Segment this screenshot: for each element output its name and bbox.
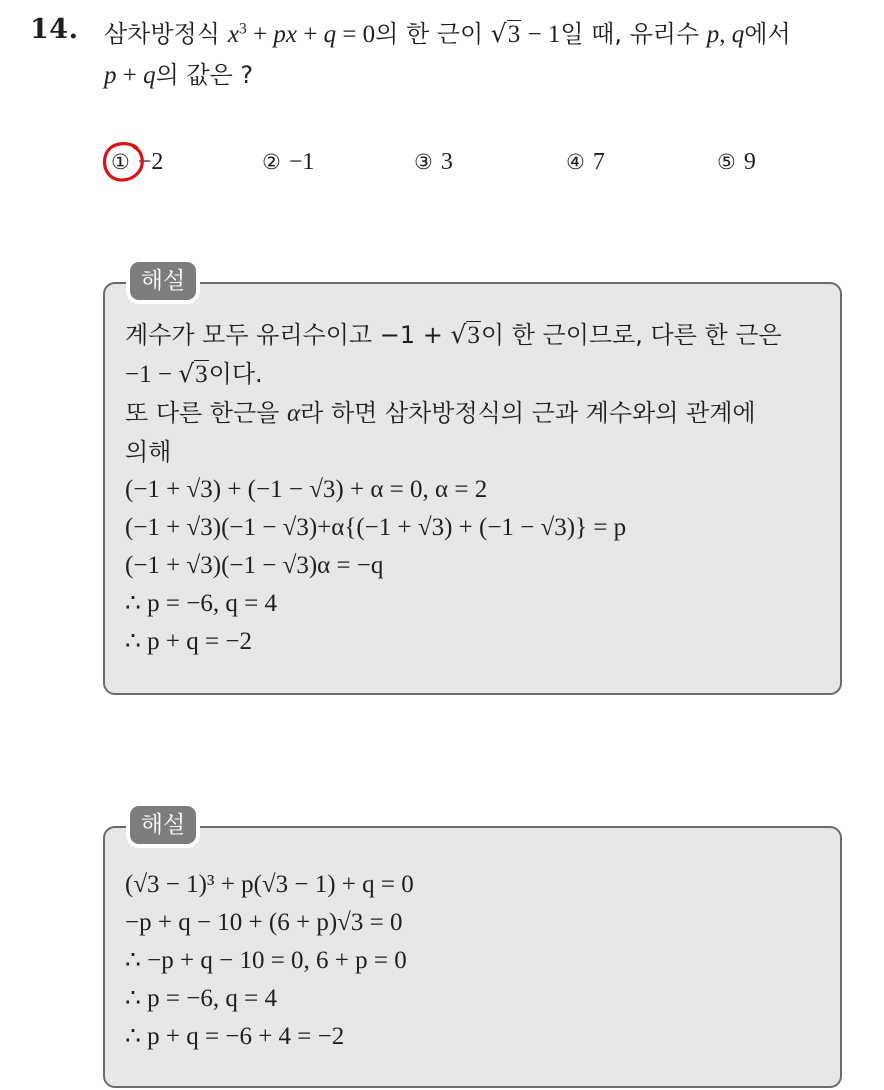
solution-box-2 [103, 826, 842, 1088]
solution-1-math-3: (−1 + √3)(−1 − √3)α = −q [125, 552, 384, 579]
sqrt-3: √3 [490, 19, 521, 48]
solution-2-body [125, 866, 825, 1056]
choice-3[interactable]: ③ 3 [414, 149, 453, 175]
solution-2-tag: 해설 [130, 806, 196, 844]
solution-1-line-1: 계수가 모두 유리수이고 −1 + √3이 한 근이므로, 다른 한 근은 [125, 320, 782, 349]
solution-box-1 [103, 282, 842, 695]
solution-1-math-4: ∴ p = −6, q = 4 [125, 590, 277, 617]
solution-1-math-5: ∴ p + q = −2 [125, 628, 252, 655]
choice-5[interactable]: ⑤ 9 [717, 149, 756, 175]
solution-2-math-3: ∴ −p + q − 10 = 0, 6 + p = 0 [125, 947, 407, 974]
equation: $x^3$ + px + q = 0 [227, 20, 376, 48]
solution-2-math-1: (√3 − 1)³ + p(√3 − 1) + q = 0 [125, 871, 414, 898]
question-line-1: 삼차방정식 $x^3$ + px + q = 0의 한 근이 √3 − 1일 때, 유리수 p, q에서 [104, 19, 791, 48]
solution-2-math-4: ∴ p = −6, q = 4 [125, 985, 277, 1012]
question-text [104, 14, 874, 96]
solution-1-line-2: −1 − √3이다. [125, 359, 263, 388]
choice-2[interactable]: ② −1 [262, 149, 315, 175]
solution-1-tag: 해설 [130, 262, 196, 300]
solution-2-math-5: ∴ p + q = −6 + 4 = −2 [125, 1023, 345, 1050]
solution-1-line-4: 의해 [125, 438, 172, 466]
solution-1-body [125, 316, 825, 661]
solution-2-math-2: −p + q − 10 + (6 + p)√3 = 0 [125, 909, 403, 936]
choice-1[interactable]: ① −2 [111, 149, 164, 175]
choice-4[interactable]: ④ 7 [566, 149, 605, 175]
solution-1-line-3: 또 다른 한근을 α라 하면 삼차방정식의 근과 계수와의 관계에 [125, 399, 756, 427]
solution-1-math-2: (−1 + √3)(−1 − √3)+α{(−1 + √3) + (−1 − √3)} = p [125, 514, 627, 541]
question-line-2: p + q의 값은 ? [104, 61, 254, 89]
solution-1-math-1: (−1 + √3) + (−1 − √3) + α = 0, α = 2 [125, 476, 488, 503]
answer-choices [0, 140, 884, 184]
question-number: 14. [30, 14, 79, 45]
